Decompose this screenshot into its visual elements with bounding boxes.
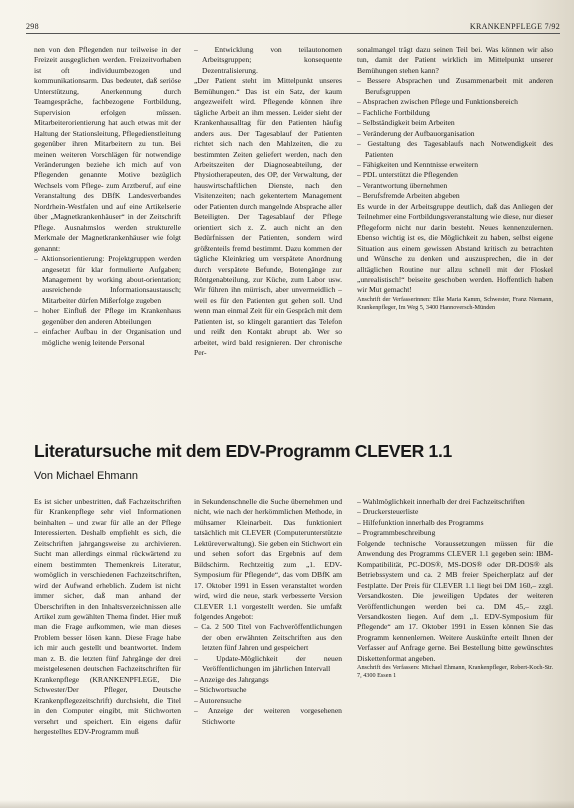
upper-column-2 xyxy=(194,45,342,470)
dash-item: – Gestaltung des Tagesablaufs nach Notwendigkeit des Patienten xyxy=(357,139,553,159)
paragraph: Es ist sicher unbestritten, daß Fachzeitschriften für Krankenpflege sehr viel Informationen beinhalten – und zwar für alle an der Pflege Interessierten. Deshalb empfiehlt es sich, die Zeitschriften jahrgangsweise zu archivieren. Sucht man allerdings einmal rückwärtend zu einem bestimmten Themenkreis Literatur, womöglich in verschiedenen Fachzeitschriften, wird der Aufwand erheblich. Zudem ist nicht immer sicher, daß man anhand der Überschriften in den Inhaltsverzeichnissen alle Artikel zum gewählten Thema findet. Hier muß man die Frage aufkommen, wie man dieses Problem besser lösen kann. Diese Frage habe ich mir auch gestellt und beantwortet. Indem man z. B. die letzten fünf Jahrgänge der drei meistgelesenen deutschen Fachzeitschriften für Krankenpflege (KRANKENPFLEGE, Die Schwester/Der Pfleger, Deutsche Krankenpflegezeitschrift) durchsieht, die Titel in den Computer eingibt, mit Stichworten versehrt und speichert. Ein eigens dafür hergestelltes EDV-Programm muß xyxy=(34,497,181,736)
page-number: 298 xyxy=(26,22,39,31)
dash-item: – Fähigkeiten und Kenntnisse erweitern xyxy=(357,159,479,169)
dash-item: – Entwicklung von teilautonomen Arbeitsgruppen; konsequente Dezentralisierung. xyxy=(194,45,342,75)
dash-item: – Autorensuche xyxy=(194,695,242,705)
dash-item: – Berufsfremde Arbeiten abgeben xyxy=(357,191,460,201)
article-column-2 xyxy=(194,497,342,795)
dash-item: – Anzeige des Jahrgangs xyxy=(194,674,269,684)
dash-item: – Fachliche Fortbildung xyxy=(357,107,430,117)
upper-column-1 xyxy=(34,45,181,470)
dash-item: – Absprachen zwischen Pflege und Funktionsbereich xyxy=(357,97,518,107)
dash-item: – PDL unterstützt die Pflegenden xyxy=(357,170,458,180)
dash-item: – Update-Möglichkeit der neuen Veröffentlichungen im jährlichen Intervall xyxy=(194,653,342,674)
running-header xyxy=(26,22,560,34)
dash-item: – Druckersteuerliste xyxy=(357,507,419,517)
dash-item: – Programmbeschreibung xyxy=(357,528,436,538)
paragraph: „Der Patient steht im Mittelpunkt unseres Bemühungen.“ Das ist ein Satz, der kaum angezweifelt wird. Pflegende können ihre tägliche Arbeit an ihm messen. Leider sieht der Krankenhausalltag für den Patienten häufig anders aus. Der Tagesablauf der Patienten richtet sich nach den Mahlzeiten, die zu bestimmten Zeiten geliefert werden, nach den Arbeitszeiten der Diagnoseabteilung, der Physiotherapeuten, des OP, der Verwaltung, der hauswirtschaftlichen Dienste, nach den Visitenzeiten; nach gekentertem Management oder Patienten durch mangelnde Absprache aller Beteiligten. Der Tagesablauf der Pflege orientiert sich z. Z. auch nicht an den Bedürfnissen der Patienten, sondern wird größtenteils fremd bestimmt. Dazu kommen der tägliche Kleinkrieg um verspätete Anordnung durch verspätete Befunde, Botengänge zur Röntgenabteilung, zur Küche, zum Labor usw. Wir führen ihn mürrisch, aber unvermeidlich – weil es für den Patienten gut gehen soll. Und wenn man einmal Zeit für ein Gespräch mit dem Patienten ist, so klingelt garantiert das Telefon und reißt den Kontakt abrupt ab. Wer so arbeitet, wird bald resignieren. Der chronische Per- xyxy=(194,76,342,358)
dash-item: – Hilfefunktion innerhalb des Programms xyxy=(357,517,484,527)
dash-item: – Wahlmöglichkeit innerhalb der drei Fachzeitschriften xyxy=(357,497,525,506)
dash-item: – einfacher Aufbau in der Organisation und mögliche wenig leitende Personal xyxy=(34,327,181,347)
paragraph: in Sekundenschnelle die Suche übernehmen und nicht, wie nach der herkömmlichen Methode, in mühsamer Kleinarbeit. Das funktioniert tatsächlich mit CLEVER (Computerunterstützte Lektüreverwaltung). Sie geben ein Stichwort ein und sehen sofort das Ergebnis auf dem Bildschirm. Rechtzeitig zum „1. EDV-Symposium für Pflegende“, das vom DBfK am 17. Oktober 1991 in Essen veranstaltet worden wird, wird die neue, stark verbesserte Version CLEVER 1.1 vorgestellt werden. Sie umfaßt folgendes Angebot: xyxy=(194,497,342,621)
dash-item: – Bessere Absprachen und Zusammenarbeit mit anderen Berufsgruppen xyxy=(357,76,553,96)
dash-item: – hoher Einfluß der Pflege im Krankenhaus gegenüber den anderen Abteilungen xyxy=(34,306,181,326)
article-title: Literatursuche mit dem EDV-Programm CLEVER 1.1 xyxy=(34,441,452,461)
dash-item: – Anzeige der weiteren vorgesehenen Stichworte xyxy=(194,706,342,726)
dash-item: – Veränderung der Aufbauorganisation xyxy=(357,128,475,138)
author-address-note: Anschrift der Verfasserinnen: Elke Maria Kamm, Schwester, Franz Niemann, Krankenpfleger, Im Weg 5, 3400 Hannoversch-Münden xyxy=(357,295,553,311)
paragraph: nen von den Pflegenden nur teilweise in der Freizeit ausgeglichen werden. Freizeitvorhaben ist oft individuumbezogen und kommunikationsarm. Das bedeutet, daß seriöse Unterstützung, Anerkennung durch Teamgespräche, fachbezogene Fortbildung, Supervision erfolgen müssen. Mitarbeiterorientierung hat auch etwas mit der Haltung der Stationsleitung, Pflegedienstleitung gegenüber ihren Mitarbeitern zu tun. Bei meinen weiteren Vorschlägen für notwendige Veränderungen beziehe ich mich auf von Pflegenden genannte Motive bezüglich Wechsels vom Pflege- zum Arztberuf, auf eine Veranstaltung des DBfK Landesverbandes Nordrhein-Westfalen und auf eine Artikelserie über „Magnetkrankenhäuser“ in der Zeitschrift Pflege. Ausnahmslos werden strukturelle Merkmale der Magnetkrankenhäuser wie folgt genannt: xyxy=(34,45,181,253)
upper-column-3 xyxy=(357,45,553,470)
page-edge-shadow xyxy=(0,800,574,808)
dash-item: – Stichwortsuche xyxy=(194,685,247,695)
article-column-1 xyxy=(34,497,181,795)
dash-item: – Aktionsorientierung: Projektgruppen werden angesetzt für klar formulierte Aufgaben; Management by working about-orientation; ausreichende Informationsaustausch; Mitarbeiter dürfen Mißerfolge zugeben xyxy=(34,254,181,305)
dash-item: – Ca. 2 500 Titel von Fachveröffentlichungen der oben erwähnten Zeitschriften aus den letzten fünf Jahren und gespeichert xyxy=(194,622,342,653)
dash-item: – Selbständigkeit beim Arbeiten xyxy=(357,118,455,128)
article-author: Von Michael Ehmann xyxy=(34,470,138,482)
author-address-note: Anschrift des Verfassers: Michael Ehmann, Krankenpfleger, Robert-Koch-Str. 7, 4300 Essen 1 xyxy=(357,664,553,680)
dash-item: – Verantwortung übernehmen xyxy=(357,180,448,190)
paragraph: Folgende technische Voraussetzungen müssen für die Anwendung des Programms CLEVER 1.1 gegeben sein: IBM-Kompatibilität, PC-DOS®, MS-DOS® oder DR-DOS® als Betriebssystem und ca. 2 MB freier Speicherplatz auf der Festplatte. Der Preis für CLEVER 1.1 liegt bei DM 160,– zzgl. Versandkosten. Die jeweiligen Updates der weiteren Veröffentlichungen werden bei ca. DM 45,– zzgl. Versandkosten liegen. Auf dem „1. EDV-Symposium für Pflegende“ am 17. Oktober 1991 in Essen können Sie das Programm kennenlernen. Weitere Auskünfte erteilt Ihnen der Verfasser auf Anfrage gerne. Bei Bestellung bitte gewünschtes Diskettenformat angeben. xyxy=(357,538,553,663)
article-column-3 xyxy=(357,497,553,795)
magazine-issue: KRANKENPFLEGE 7/92 xyxy=(469,22,560,31)
paragraph: Es wurde in der Arbeitsgruppe deutlich, daß das Anliegen der Teilnehmer eine Fortbildungsveranstaltung wie diese, nur dieser Pflegeform nicht nur darin besteht. Neues kennenzulernen. Ebenso wichtig ist es, die Möglichkeit zu haben, selbst eigene Situation aus einem gewissen Abstand kritisch zu betrachten und Wünsche zu denken und auszusprechen, die in der alltäglichen Routine nur allzu schnell mit der Floskel „unrealistisch!“ beiseite geschoben werden. Hoffentlich haben wir Mut gemacht! xyxy=(357,201,553,295)
paragraph: sonalmangel trägt dazu seinen Teil bei. Was können wir also tun, damit der Patient wirklich im Mittelpunkt unserer Bemühungen stehen kann? xyxy=(357,45,553,75)
